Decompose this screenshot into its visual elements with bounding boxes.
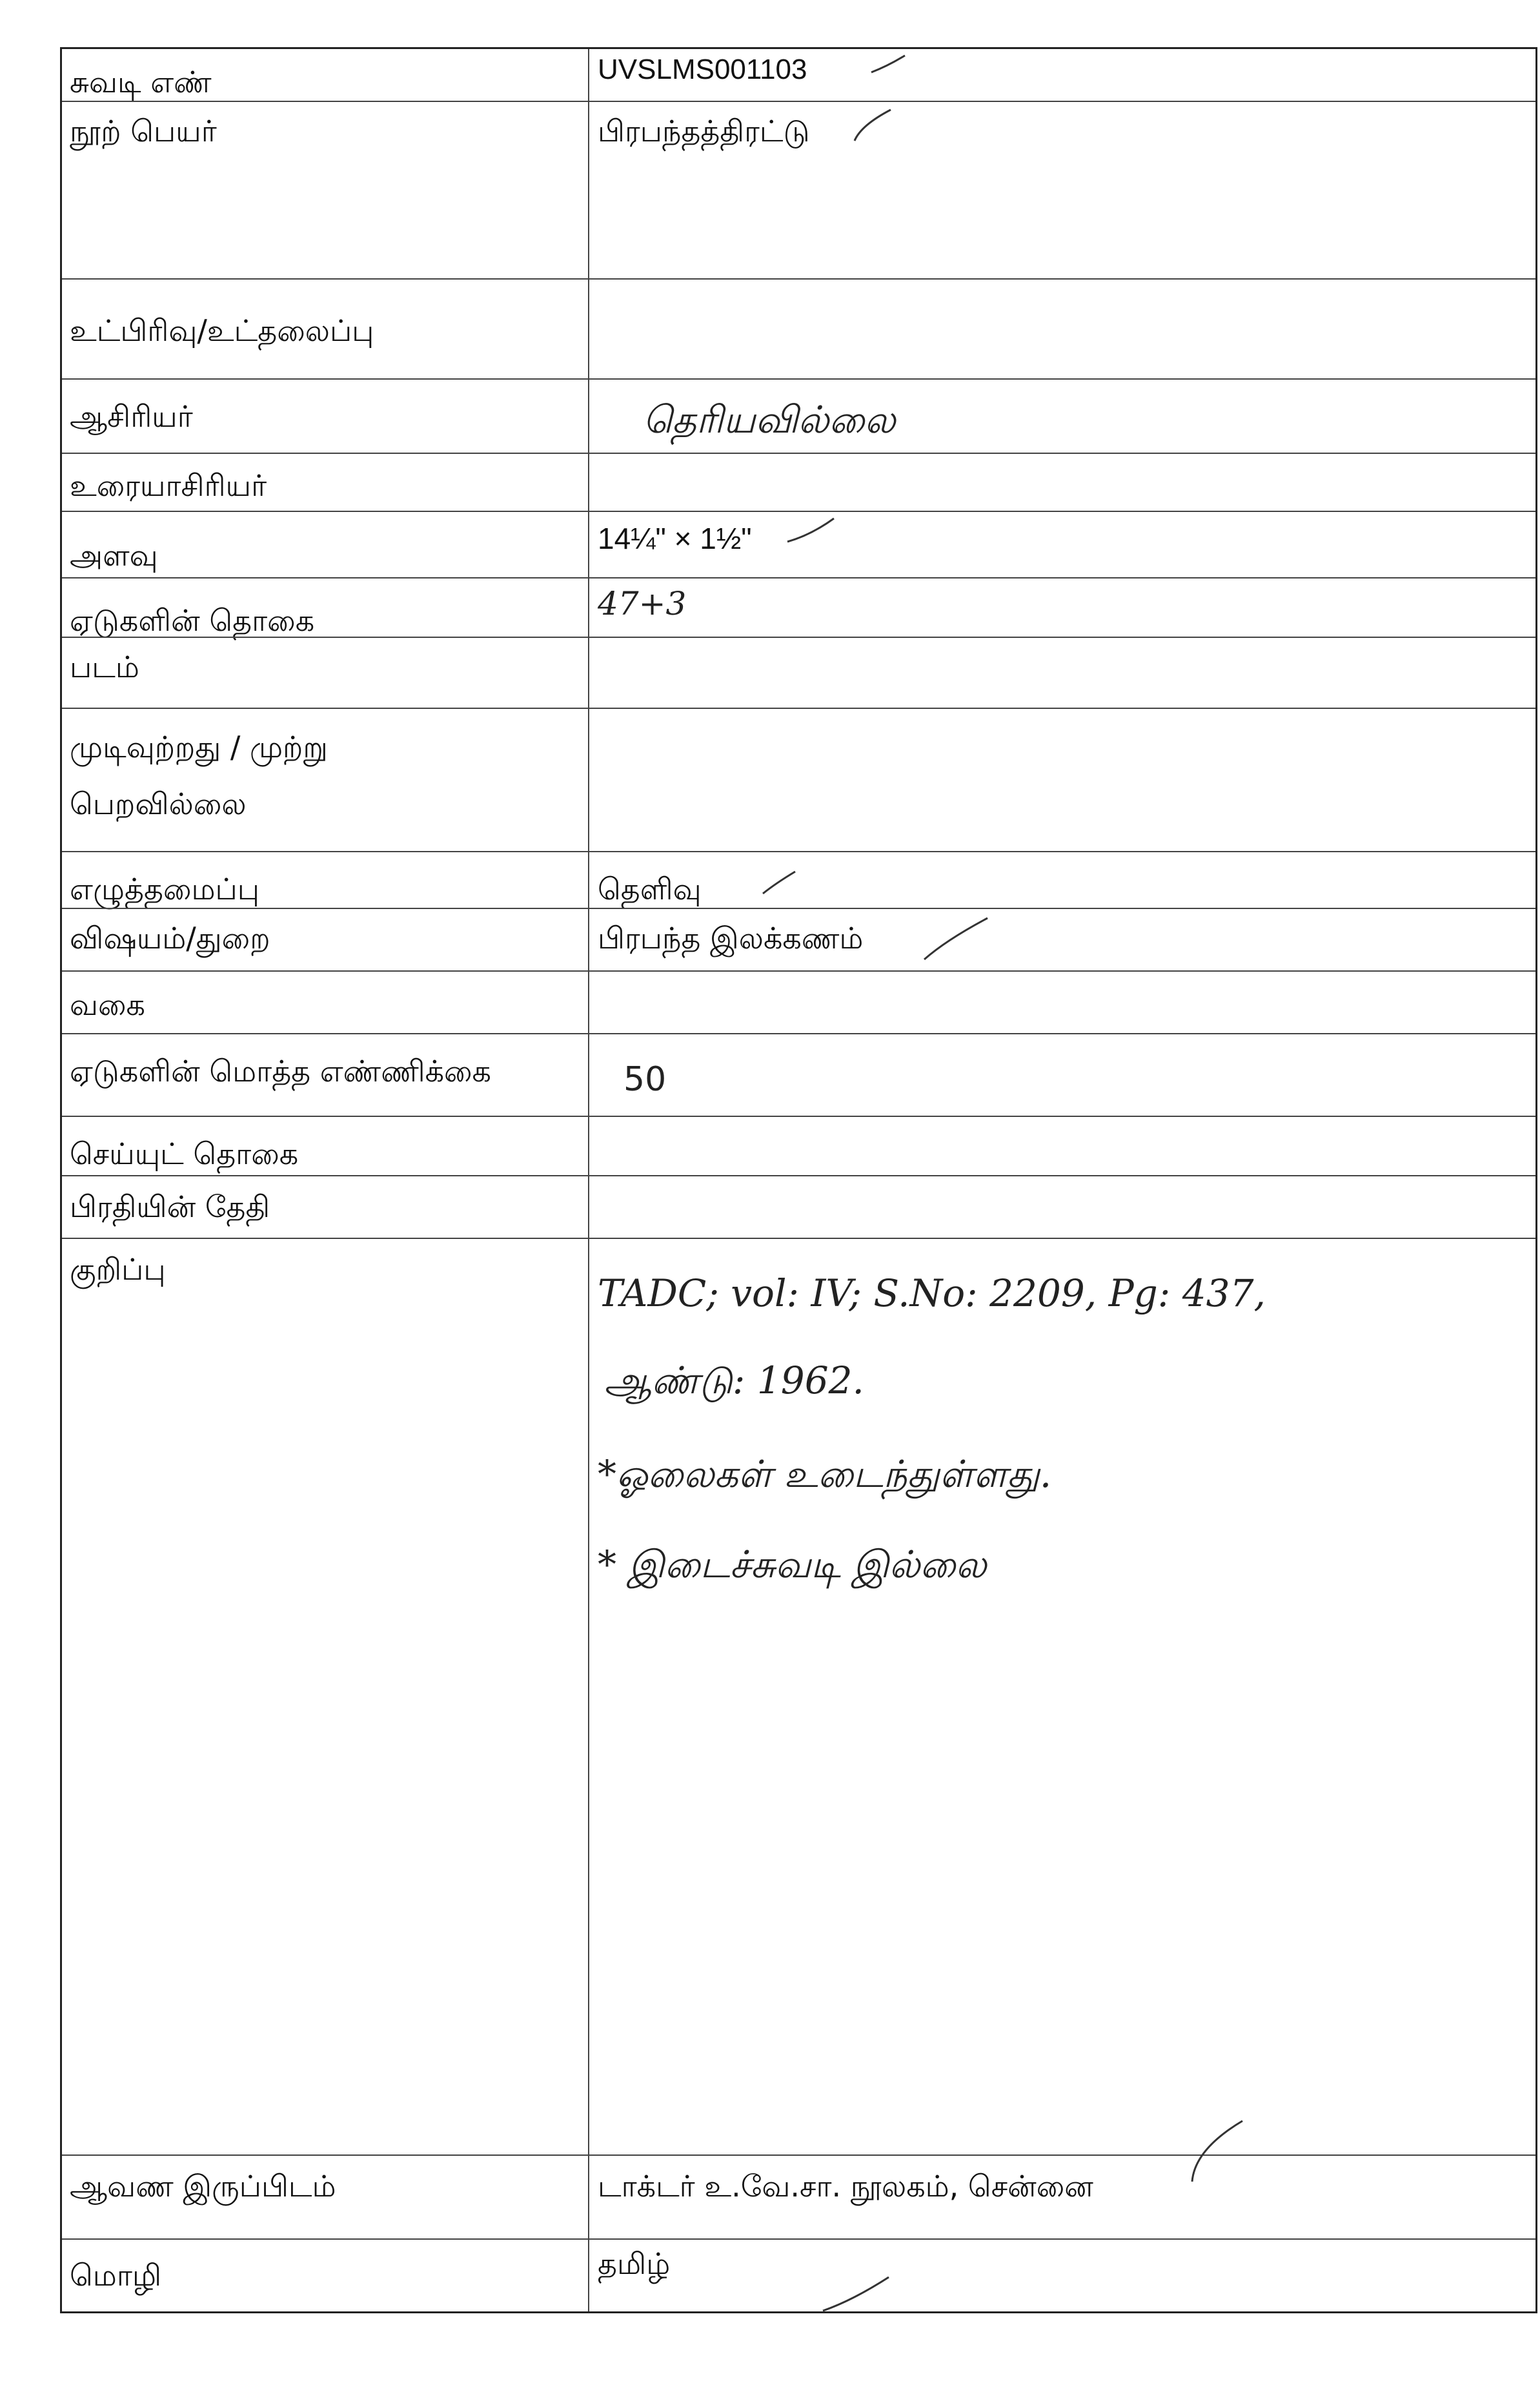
- manuscript-form: [60, 47, 1537, 2313]
- label-commentator: உரையாசிரியர்: [70, 468, 267, 503]
- note-line: ஆண்டு: 1962.: [604, 1358, 864, 1402]
- label-completeness-line2: பெறவில்லை: [70, 786, 247, 821]
- row-manuscript-number: [62, 49, 1535, 101]
- note-line: * இடைச்சுவடி இல்லை: [598, 1542, 987, 1586]
- value-archive-location: டாக்டர் உ.வே.சா. நூலகம், சென்னை: [598, 2169, 1093, 2204]
- check-mark-icon: [785, 516, 836, 544]
- note-line: TADC; vol: IV; S.No: 2209, Pg: 437,: [598, 1271, 1266, 1315]
- label-archive-location: ஆவண இருப்பிடம்: [70, 2169, 336, 2204]
- value-leaf-count: 47+3: [598, 585, 687, 622]
- label-author: ஆசிரியர்: [70, 399, 193, 434]
- value-total-leaves: 50: [623, 1060, 667, 1099]
- label-picture: படம்: [70, 650, 139, 684]
- note-line: *ஓலைகள் உடைந்துள்ளது.: [598, 1452, 1052, 1496]
- value-language: தமிழ்: [598, 2246, 671, 2281]
- row-completeness: [62, 708, 1535, 852]
- label-language: மொழி: [70, 2258, 162, 2293]
- value-size: 14¼" × 1½": [598, 522, 752, 555]
- row-category: [62, 970, 1535, 1034]
- row-size: [62, 511, 1535, 578]
- check-mark-icon: [820, 2275, 891, 2313]
- check-mark-icon: [869, 53, 907, 76]
- label-size: அளவு: [70, 538, 158, 573]
- value-subject: பிரபந்த இலக்கணம்: [598, 921, 864, 956]
- row-notes: [62, 1238, 1535, 2156]
- check-mark-icon: [759, 868, 798, 896]
- row-subject: [62, 908, 1535, 972]
- value-script-type: தெளிவு: [598, 872, 702, 906]
- row-author: [62, 378, 1535, 454]
- row-total-leaves: [62, 1033, 1535, 1117]
- row-leaf-count: [62, 577, 1535, 638]
- check-mark-icon: [849, 106, 895, 145]
- row-title: [62, 101, 1535, 280]
- check-mark-icon: [1188, 2117, 1246, 2188]
- label-subdivision: உட்பிரிவு/உட்தலைப்பு: [70, 313, 374, 348]
- label-notes: குறிப்பு: [70, 1252, 166, 1287]
- label-total-leaves: ஏடுகளின் மொத்த எண்ணிக்கை: [70, 1054, 491, 1089]
- row-script-type: [62, 851, 1535, 909]
- label-verse-count: செய்யுட் தொகை: [70, 1136, 299, 1171]
- row-language: [62, 2238, 1535, 2317]
- label-subject: விஷயம்/துறை: [70, 921, 270, 956]
- row-verse-count: [62, 1116, 1535, 1176]
- label-copy-date: பிரதியின் தேதி: [70, 1189, 270, 1224]
- label-leaf-count: ஏடுகளின் தொகை: [70, 603, 315, 638]
- row-subdivision: [62, 278, 1535, 380]
- value-manuscript-number: UVSLMS001103: [598, 54, 807, 85]
- value-author: தெரியவில்லை: [643, 398, 896, 442]
- label-manuscript-number: சுவடி எண்: [70, 65, 212, 99]
- row-picture: [62, 637, 1535, 709]
- row-archive-location: [62, 2154, 1535, 2240]
- value-title: பிரபந்தத்திரட்டு: [598, 114, 810, 148]
- label-script-type: எழுத்தமைப்பு: [70, 872, 259, 906]
- label-title: நூற் பெயர்: [70, 114, 217, 148]
- label-category: வகை: [70, 987, 145, 1022]
- row-commentator: [62, 453, 1535, 512]
- check-mark-icon: [920, 914, 991, 962]
- row-copy-date: [62, 1175, 1535, 1239]
- label-completeness: முடிவுற்றது / முற்று: [70, 730, 328, 764]
